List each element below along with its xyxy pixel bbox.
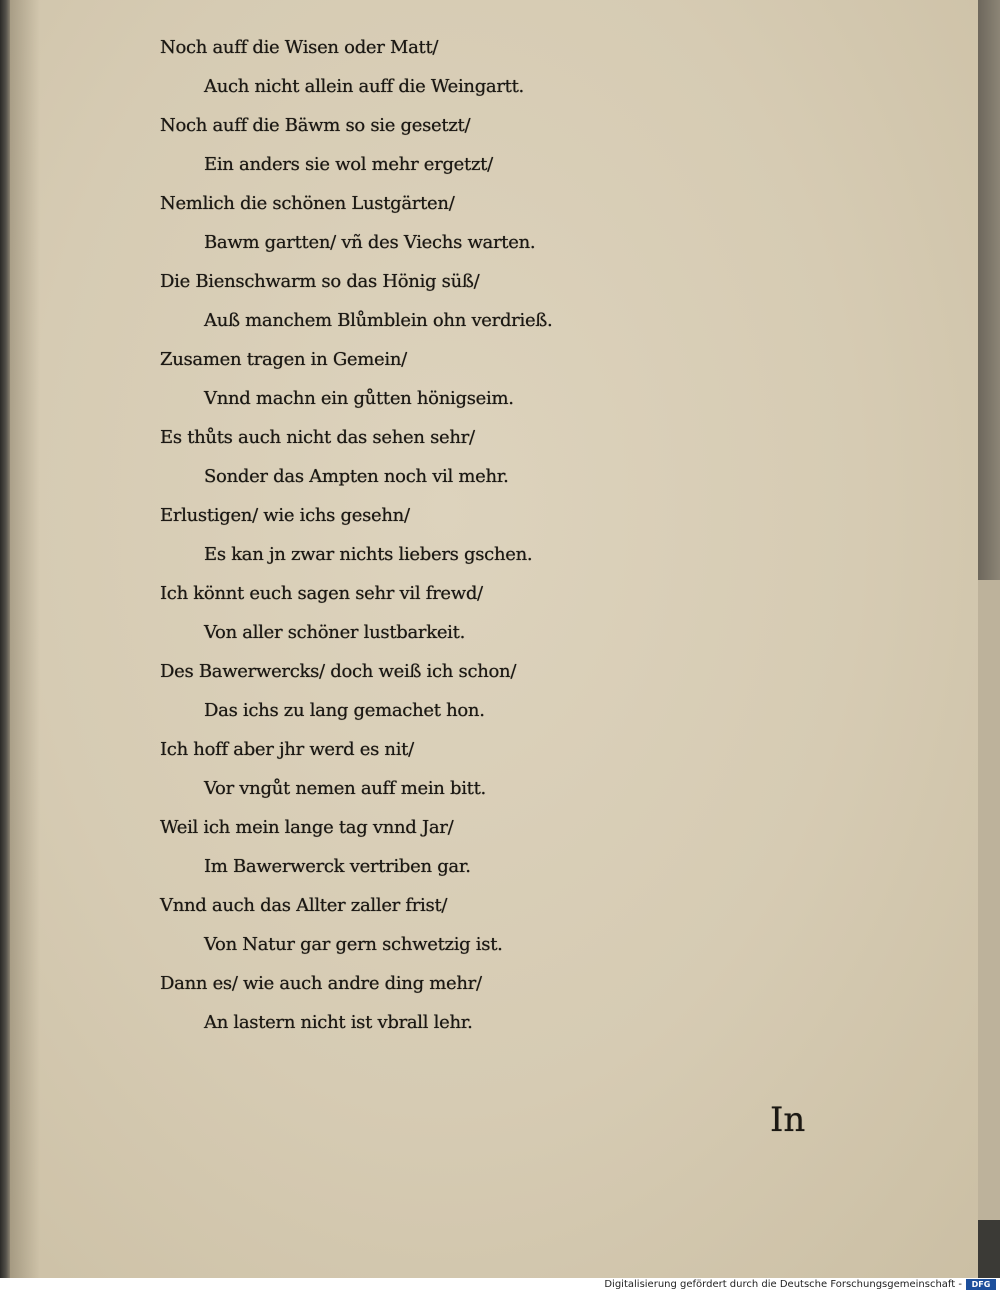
verse-line: Sonder das Ampten noch vil mehr. — [204, 466, 509, 487]
verse-line: Von Natur gar gern schwetzig ist. — [204, 934, 503, 955]
book-page — [10, 0, 978, 1278]
verse-line: Auch nicht allein auff die Weingartt. — [204, 76, 524, 97]
verse-line: Ich könnt euch sagen sehr vil frewd/ — [160, 583, 483, 604]
verse-line: Ein anders sie wol mehr ergetzt/ — [204, 154, 493, 175]
verse-line: Im Bawerwerck vertriben gar. — [204, 856, 471, 877]
verse-line: Es kan jn zwar nichts liebers gschen. — [204, 544, 533, 565]
verse-line: Die Bienschwarm so das Hönig süß/ — [160, 271, 480, 292]
verse-line: An lastern nicht ist vbrall lehr. — [204, 1012, 473, 1033]
catchword: In — [770, 1100, 806, 1140]
verse-line: Es thůts auch nicht das sehen sehr/ — [160, 427, 475, 448]
verse-block — [160, 28, 820, 1042]
verse-line: Dann es/ wie auch andre ding mehr/ — [160, 973, 482, 994]
verse-line: Ich hoff aber jhr werd es nit/ — [160, 739, 414, 760]
verse-line: Noch auff die Bäwm so sie gesetzt/ — [160, 115, 471, 136]
verse-line: Von aller schöner lustbarkeit. — [204, 622, 465, 643]
next-page-shadow — [978, 0, 1000, 580]
verse-line: Erlustigen/ wie ichs gesehn/ — [160, 505, 410, 526]
verse-line: Vnnd auch das Allter zaller frist/ — [160, 895, 448, 916]
verse-line: Bawm gartten/ vñ des Viechs warten. — [204, 232, 536, 253]
verse-line: Weil ich mein lange tag vnnd Jar/ — [160, 817, 454, 838]
verse-line: Das ichs zu lang gemachet hon. — [204, 700, 485, 721]
footer-credit: Digitalisierung gefördert durch die Deutsche Forschungsgemeinschaft - — [604, 1279, 962, 1290]
verse-line: Vor vngůt nemen auff mein bitt. — [204, 778, 486, 799]
verse-line: Vnnd machn ein gůtten hönigseim. — [204, 388, 514, 409]
verse-line: Auß manchem Blůmblein ohn verdrieß. — [204, 310, 553, 331]
verse-line: Des Bawerwercks/ doch weiß ich schon/ — [160, 661, 517, 682]
verse-line: Noch auff die Wisen oder Matt/ — [160, 37, 439, 58]
book-spine-edge — [0, 0, 10, 1278]
verse-line: Zusamen tragen in Gemein/ — [160, 349, 407, 370]
dfg-logo: DFG — [966, 1279, 996, 1290]
verse-line: Nemlich die schönen Lustgärten/ — [160, 193, 455, 214]
